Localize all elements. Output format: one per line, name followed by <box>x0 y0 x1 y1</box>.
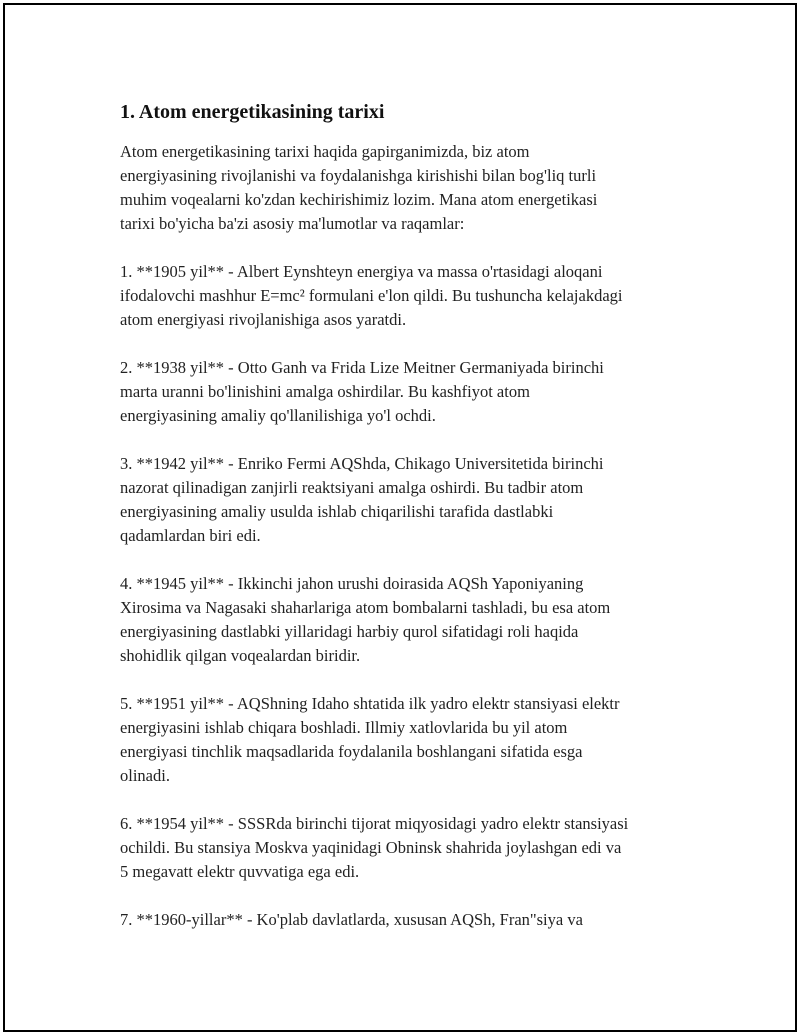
intro-paragraph <box>120 140 710 236</box>
text-line: ifodalovchi mashhur E=mc² formulani e'lon qildi. Bu tushuncha kelajakdagi <box>120 286 623 305</box>
text-line: muhim voqealarni ko'zdan kechirishimiz lozim. Mana atom energetikasi <box>120 190 598 209</box>
text-line: tarixi bo'yicha ba'zi asosiy ma'lumotlar va raqamlar: <box>120 214 465 233</box>
list-item-1945 <box>120 572 710 668</box>
list-item-1960s <box>120 908 710 932</box>
list-item-1905 <box>120 260 710 332</box>
list-item-1942 <box>120 452 710 548</box>
document-title: 1. Atom energetikasining tarixi <box>120 101 385 123</box>
list-item-1938 <box>120 356 710 428</box>
text-line: Xirosima va Nagasaki shaharlariga atom bombalarni tashladi, bu esa atom <box>120 598 611 617</box>
list-item-1951 <box>120 692 710 788</box>
text-line: 2. **1938 yil** - Otto Ganh va Frida Lize Meitner Germaniyada birinchi <box>120 358 604 377</box>
text-line: 5. **1951 yil** - AQShning Idaho shtatida ilk yadro elektr stansiyasi elektr <box>120 694 620 713</box>
text-line: energiyasining dastlabki yillaridagi harbiy qurol sifatidagi roli haqida <box>120 622 579 641</box>
text-line: atom energiyasi rivojlanishiga asos yaratdi. <box>120 310 407 329</box>
text-line: 3. **1942 yil** - Enriko Fermi AQShda, Chikago Universitetida birinchi <box>120 454 604 473</box>
text-line: energiyasini ishlab chiqara boshladi. Illmiy xatlovlarida bu yil atom <box>120 718 568 737</box>
text-line: ochildi. Bu stansiya Moskva yaqinidagi Obninsk shahrida joylashgan edi va <box>120 838 622 857</box>
text-line: olinadi. <box>120 766 170 785</box>
text-line: nazorat qilinadigan zanjirli reaktsiyani amalga oshirdi. Bu tadbir atom <box>120 478 584 497</box>
text-line: marta uranni bo'linishini amalga oshirdilar. Bu kashfiyot atom <box>120 382 530 401</box>
page-frame <box>3 3 797 1032</box>
text-line: shohidlik qilgan voqealardan biridir. <box>120 646 361 665</box>
text-line: Atom energetikasining tarixi haqida gapirganimizda, biz atom <box>120 142 530 161</box>
list-item-1954 <box>120 812 710 884</box>
text-line: 7. **1960-yillar** - Ko'plab davlatlarda, xususan AQSh, Fran"siya va <box>120 910 583 929</box>
text-line: energiyasining amaliy usulda ishlab chiqarilishi tarafida dastlabki <box>120 502 554 521</box>
text-line: 4. **1945 yil** - Ikkinchi jahon urushi doirasida AQSh Yaponiyaning <box>120 574 584 593</box>
text-line: energiyasi tinchlik maqsadlarida foydalanila boshlangani sifatida esga <box>120 742 583 761</box>
document-content <box>120 100 710 956</box>
text-line: energiyasining rivojlanishi va foydalanishga kirishishi bilan bog'liq turli <box>120 166 597 185</box>
text-line: 6. **1954 yil** - SSSRda birinchi tijorat miqyosidagi yadro elektr stansiyasi <box>120 814 629 833</box>
text-line: qadamlardan biri edi. <box>120 526 261 545</box>
text-line: 5 megavatt elektr quvvatiga ega edi. <box>120 862 360 881</box>
text-line: energiyasining amaliy qo'llanilishiga yo'l ochdi. <box>120 406 436 425</box>
text-line: 1. **1905 yil** - Albert Eynshteyn energiya va massa o'rtasidagi aloqani <box>120 262 603 281</box>
